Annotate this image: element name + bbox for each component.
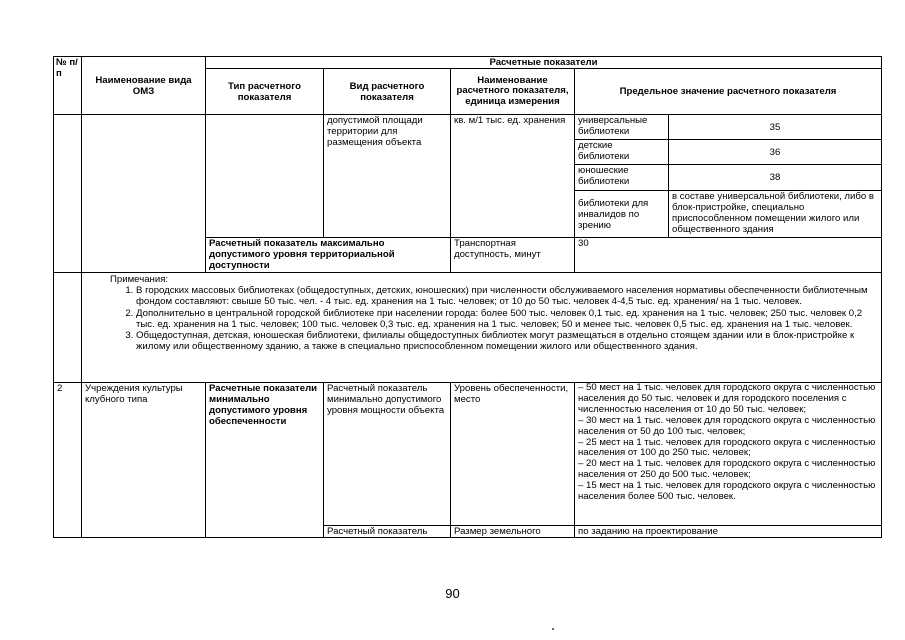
page-number: 90 [445, 586, 460, 601]
row2-unit: Уровень обеспеченности, место [451, 383, 575, 526]
scan-speck [552, 628, 554, 630]
note-item: 3. Общедоступная, детская, юношеская библиотеки, филиалы общедоступных библиотек могут размещаться в отдельно стоящем здании или в блок-пристройке к жилому или общественному зданию, а также в специально приспособленном помещении жилого или общественного здания. [136, 330, 877, 352]
header-num: № п/п [54, 57, 82, 115]
row2-norms [575, 383, 882, 526]
row3-value: по заданию на проектирование [575, 526, 882, 538]
row2-name: Учреждения культуры клубного типа [82, 383, 206, 538]
limit-label-youth: юношеские библиотеки [575, 165, 669, 191]
limit-label-children: детские библиотеки [575, 140, 669, 165]
norms-table [53, 56, 882, 538]
row3-unit: Размер земельного [451, 526, 575, 538]
note-item: 1. В городских массовых библиотеках (общедоступных, детских, юношеских) при численности обслуживаемого населения нормативы обеспеченности библиотечным фондом составляют: свыше 50 тыс. чел. - 4 тыс. ед. хранения на 1 тыс. человек; от 10 до 50 тыс. человек 4-4,5 тыс. ед. хранения/ на 1 тыс. человек. [136, 285, 877, 307]
notes-title: Примечания: [110, 274, 169, 285]
row3-kind: Расчетный показатель [324, 526, 451, 538]
limit-value-blind: в составе универсальной библиотеки, либо в блок-пристройке, специально приспособленном помещении жилого или общественного здания [669, 191, 882, 238]
header-omz-name: Наименование вида ОМЗ [82, 57, 206, 115]
notes-list [110, 285, 877, 352]
header-indicator-kind: Вид расчетного показателя [324, 69, 451, 115]
access-indicator: Расчетный показатель максимально допустимого уровня территориальной доступности [206, 238, 451, 273]
header-calc-indicators: Расчетные показатели [206, 57, 882, 69]
row2-kind: Расчетный показатель минимально допустимого уровня мощности объекта [324, 383, 451, 526]
limit-label-blind: библиотеки для инвалидов по зрению [575, 191, 669, 238]
header-unit-name: Наименование расчетного показателя, единица измерения [451, 69, 575, 115]
access-unit: Транспортная доступность, минут [451, 238, 575, 273]
limit-label-universal: универсальные библиотеки [575, 115, 669, 140]
row1-unit: кв. м/1 тыс. ед. хранения [451, 115, 575, 238]
notes-block [82, 273, 882, 383]
header-limit-value: Предельное значение расчетного показателя [575, 69, 882, 115]
limit-value-universal: 35 [669, 115, 882, 140]
row2-num: 2 [54, 383, 82, 538]
norm-item: – 20 мест на 1 тыс. человек для городского округа с численностью населения от 250 до 500 тыс. человек; [578, 458, 876, 481]
row1-type [206, 115, 324, 238]
norm-item: – 50 мест на 1 тыс. человек для городского округа с численностью населения до 50 тыс. человек и для городского поселения с численностью населения от 10 до 50 тыс. человек; [578, 382, 876, 415]
row1-kind: допустимой площади территории для размещения объекта [324, 115, 451, 238]
access-value: 30 [575, 238, 882, 273]
row2-type: Расчетные показатели минимально допустимого уровня обеспеченности [206, 383, 324, 538]
limit-value-youth: 38 [669, 165, 882, 191]
note-item: 2. Дополнительно в центральной городской библиотеке при населении города: более 500 тыс. человек 0,1 тыс. ед. хранения на 1 тыс. человек; 250 тыс. человек 0,2 тыс. ед. хранения на 1 тыс. человек; 100 тыс. человек 0,3 тыс. ед. хранения на 1 тыс. человек; 50 и менее тыс. человек 0,5 тыс. ед. хранения на 1 тыс. человек. [136, 308, 877, 330]
notes-num [54, 273, 82, 383]
row1-num [54, 115, 82, 273]
header-indicator-type: Тип расчетного показателя [206, 69, 324, 115]
norm-item: – 15 мест на 1 тыс. человек для городского округа с численностью населения более 500 тыс. человек. [578, 480, 876, 503]
limit-value-children: 36 [669, 140, 882, 165]
row1-name [82, 115, 206, 273]
norm-item: – 30 мест на 1 тыс. человек для городского округа с численностью населения от 50 до 100 тыс. человек; [578, 414, 876, 437]
norm-item: – 25 мест на 1 тыс. человек для городского округа с численностью населения от 100 до 250 тыс. человек; [578, 436, 876, 459]
